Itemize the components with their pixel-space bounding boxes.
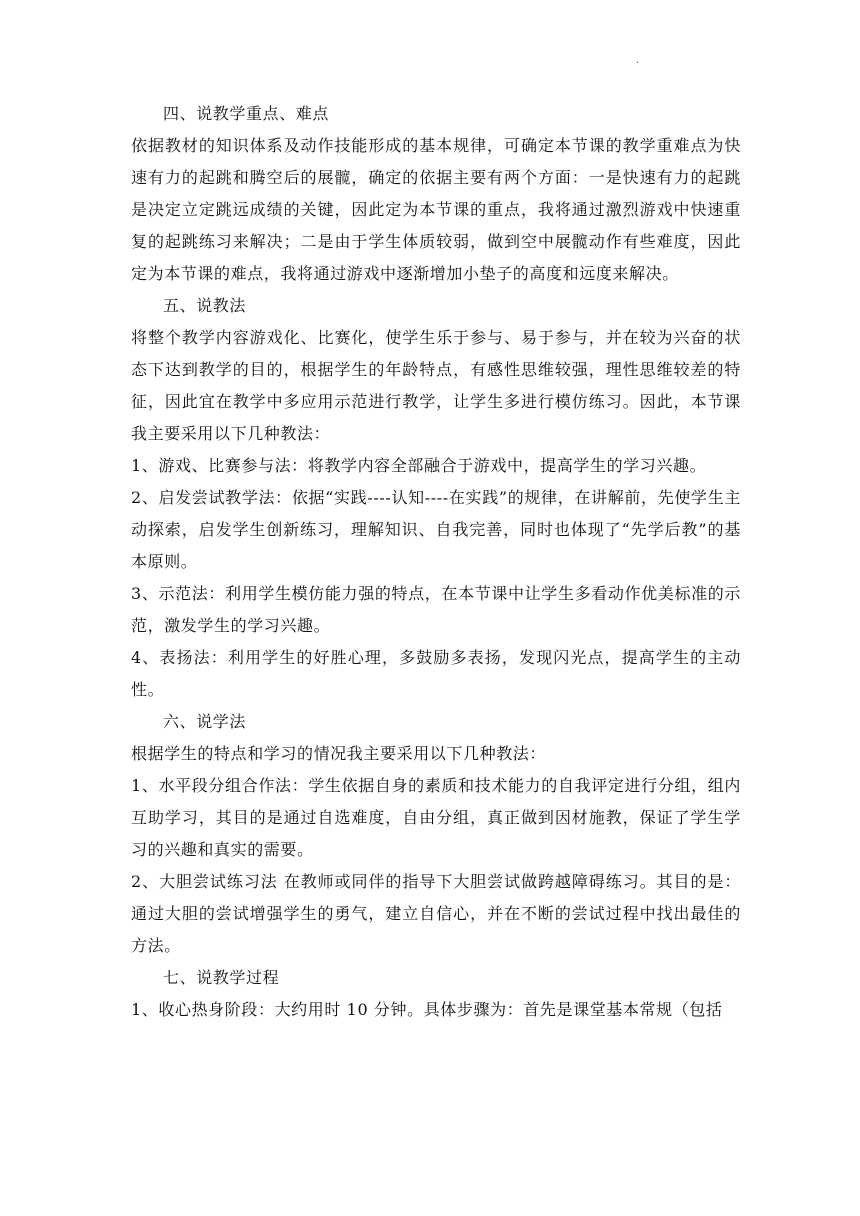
teaching-methods-intro: 将整个教学内容游戏化、比赛化，使学生乐于参与、易于参与，并在较为兴奋的状态下达到教学的目的，根据学生的年龄特点，有感性思维较强，理性思维较差的特征，因此宜在教学中多应用示范进行教学，让学生多进行模仿练习。因此，本节课我主要采用以下几种教法： — [131, 328, 741, 443]
learning-method-item-1: 1、水平段分组合作法：学生依据自身的素质和技术能力的自我评定进行分组，组内互助学习，其目的是通过自选难度，自由分组，真正做到因材施教，保证了学生学习的兴趣和真实的需要。 — [131, 776, 741, 859]
section-heading-teaching-process: 七、说教学过程 — [163, 968, 280, 987]
teaching-method-item-4: 4、表扬法：利用学生的好胜心理，多鼓励多表扬，发现闪光点，提高学生的主动性。 — [131, 648, 741, 699]
key-points-paragraph: 依据教材的知识体系及动作技能形成的基本规律，可确定本节课的教学重难点为快速有力的起跳和腾空后的展髋，确定的依据主要有两个方面：一是快速有力的起跳是决定立定跳远成绩的关键，因此定为本节课的重点，我将通过激烈游戏中快速重复的起跳练习来解决；二是由于学生体质较弱，做到空中展髋动作有些难度，因此定为本节课的难点，我将通过游戏中逐渐增加小垫子的高度和远度来解决。 — [131, 136, 741, 283]
learning-method-item-2: 2、大胆尝试练习法 在教师或同伴的指导下大胆尝试做跨越障碍练习。其目的是：通过大胆的尝试增强学生的勇气，建立自信心，并在不断的尝试过程中找出最佳的方法。 — [131, 872, 741, 955]
teaching-process-item-1: 1、收心热身阶段：大约用时 10 分钟。具体步骤为：首先是课堂基本常规（包括 — [131, 1000, 723, 1019]
teaching-method-item-1: 1、游戏、比赛参与法：将教学内容全部融合于游戏中，提高学生的学习兴趣。 — [131, 456, 707, 475]
document-body — [131, 98, 741, 1026]
section-heading-key-points: 四、说教学重点、难点 — [163, 104, 330, 123]
section-heading-learning-methods: 六、说学法 — [163, 712, 247, 731]
learning-methods-intro: 根据学生的特点和学习的情况我主要采用以下几种教法： — [131, 744, 547, 763]
page-marker: . — [636, 55, 640, 66]
section-heading-teaching-methods: 五、说教法 — [163, 296, 247, 315]
teaching-method-item-3: 3、示范法：利用学生模仿能力强的特点，在本节课中让学生多看动作优美标准的示范，激发学生的学习兴趣。 — [131, 584, 741, 635]
teaching-method-item-2: 2、启发尝试教学法：依据“实践----认知----在实践”的规律，在讲解前，先使学生主动探索，启发学生创新练习，理解知识、自我完善，同时也体现了“先学后教”的基本原则。 — [131, 488, 741, 571]
